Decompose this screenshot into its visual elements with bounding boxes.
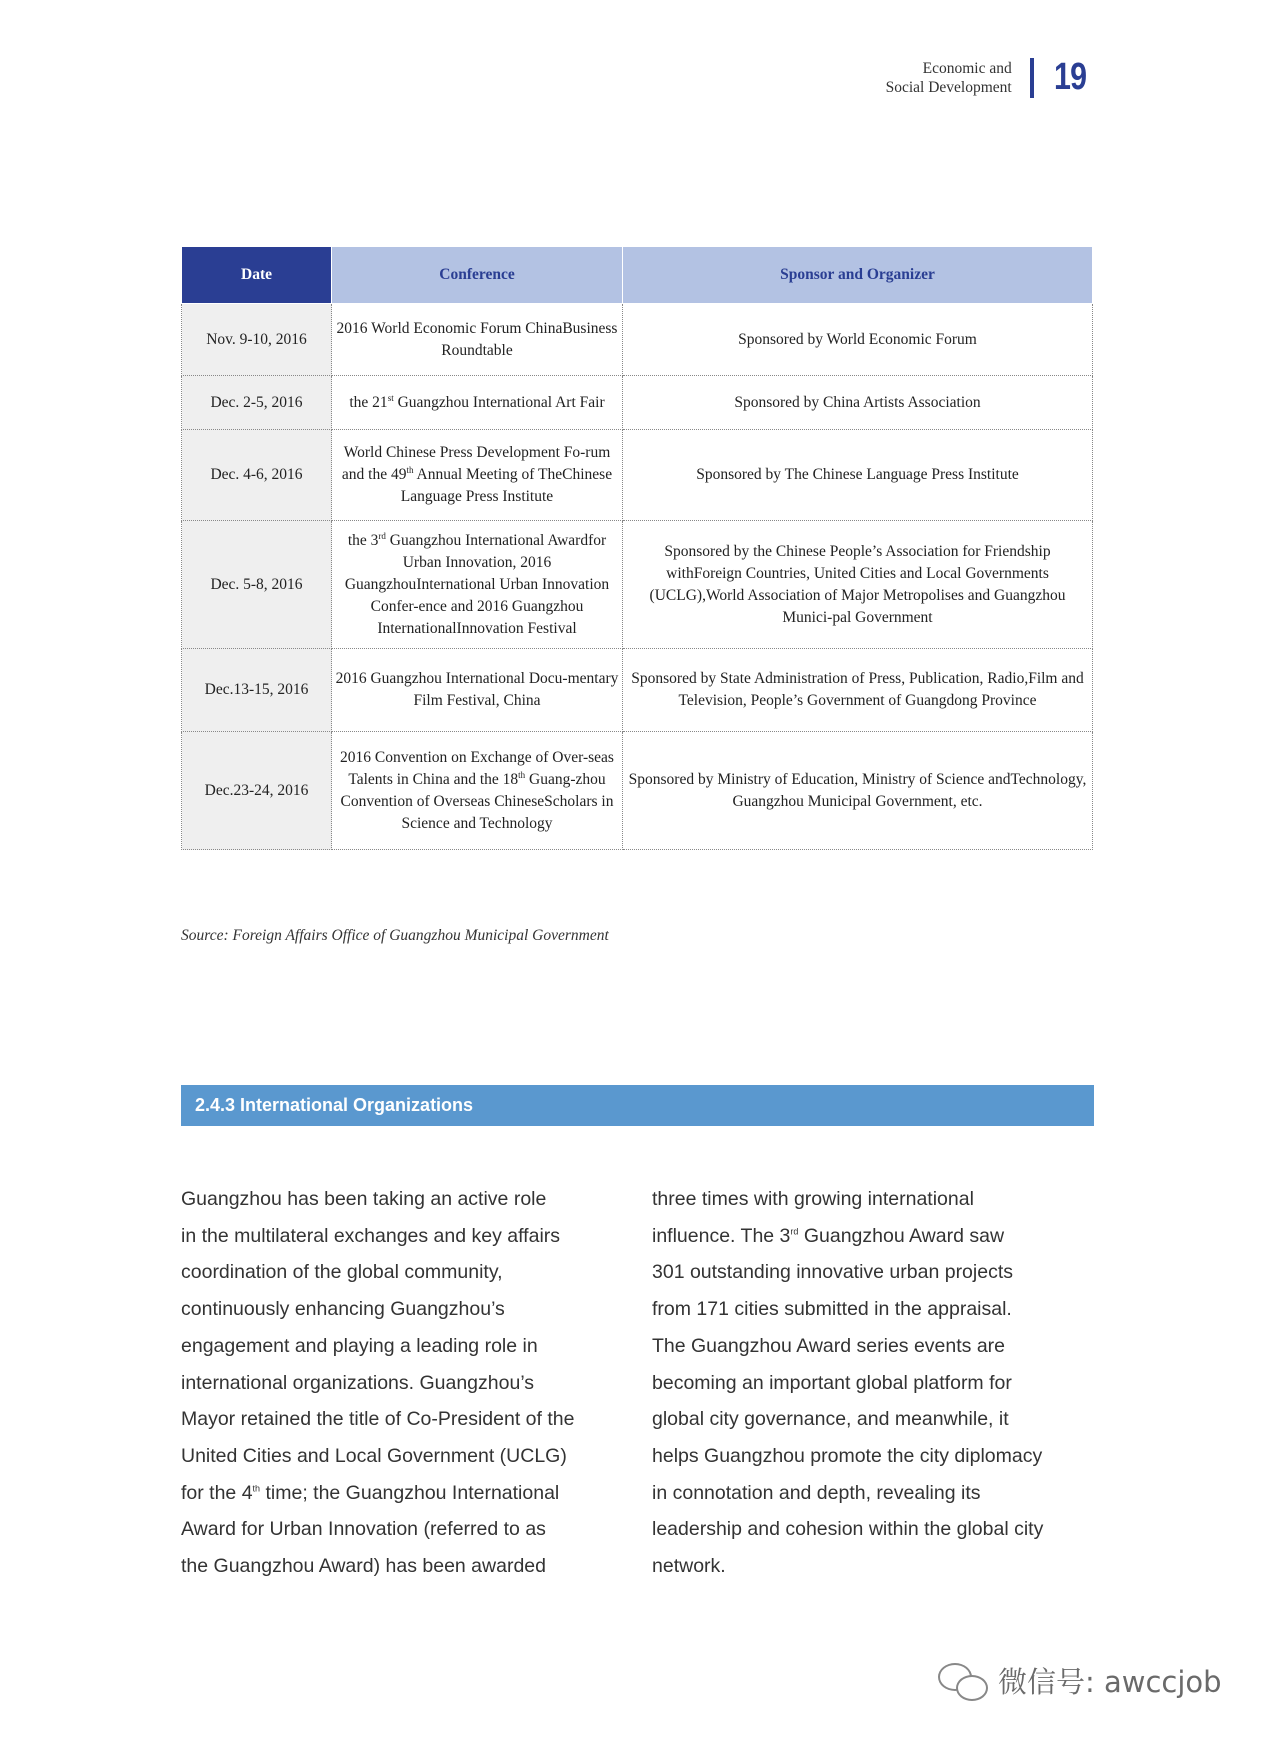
section-heading: 2.4.3 International Organizations [181,1085,1094,1126]
header-line-2: Social Development [885,78,1012,96]
table-row [182,376,1093,430]
body-line: in the multilateral exchanges and key affairs [181,1224,561,1247]
body-line: network. [652,1555,726,1578]
conference-line: ence and 2016 Guangzhou International [377,597,584,637]
cell-date: Dec. 4-6, 2016 [182,430,332,521]
body-line: international organizations. Guangzhou’s [181,1371,535,1394]
page-header [886,56,1094,99]
cell-date: Dec.13-15, 2016 [182,649,332,732]
table-row [182,521,1093,649]
cell-conference [332,304,623,376]
body-line: three times with growing international [652,1188,974,1210]
body-line: 301 outstanding innovative urban projects [652,1261,1013,1284]
body-line: Guangzhou has been taking an active role [181,1188,547,1210]
body-line: Mayor retained the title of Co-President of the [181,1408,575,1431]
sponsor-line: Sponsored by State Administration of Press, Publication, Radio, [631,670,1029,687]
conference-line: rum and the 49th Annual Meeting of The [341,444,611,483]
sponsor-line: Sponsored by The Chinese Language Press Institute [696,466,1019,483]
watermark [938,1660,1222,1701]
cell-sponsor [623,304,1093,376]
watermark-text: 微信号: awccjob [998,1665,1222,1699]
body-line: engagement and playing a leading role in [181,1334,538,1357]
body-line: The Guangzhou Award series events are [652,1334,1006,1357]
sponsor-line: Foreign Countries, United Cities and Local Governments (UCLG), [649,564,1049,604]
header-date: Date [182,247,332,304]
table-row [182,649,1093,732]
body-line: Award for Urban Innovation (referred to as [181,1518,546,1541]
cell-sponsor [623,732,1093,850]
conference-line: 2016 World Economic Forum China [336,319,563,337]
sponsor-line: Sponsored by Ministry of Education, Ministry of Science and [628,770,1011,788]
table-row [182,732,1093,850]
conference-line: the 3rd Guangzhou International Award [347,530,589,549]
body-line: the Guangzhou Award) has been awarded [181,1555,546,1578]
conference-line: for Urban Innovation, 2016 Guangzhou [344,531,607,593]
sponsor-line: Sponsored by World Economic Forum [738,330,977,348]
conference-line: International Urban Innovation Confer- [370,575,610,615]
cell-conference [332,732,623,850]
cell-conference [332,376,623,430]
header-sponsor: Sponsor and Organizer [623,247,1093,304]
wechat-icon [938,1661,990,1701]
conference-line: zhou Convention of Overseas Chinese [340,770,606,810]
table-header-row [182,247,1093,304]
cell-date: Dec. 5-8, 2016 [182,521,332,649]
conference-line: World Chinese Press Development Fo- [343,444,586,461]
cell-sponsor [623,376,1093,430]
conference-line: 2016 Guangzhou International Docu- [335,670,568,687]
header-title [886,59,1012,97]
table-body [182,304,1093,850]
conference-line: Scholars in Science and Technology [401,792,614,832]
table-row [182,430,1093,521]
body-line: continuously enhancing Guangzhou’s [181,1298,505,1321]
sponsor-line: pal Government [832,608,933,626]
table-row [182,304,1093,376]
conference-line: Business Roundtable [441,319,618,359]
sponsor-line: Sponsored by China Artists Association [734,393,981,411]
body-column-left [181,1181,621,1585]
cell-date: Dec.23-24, 2016 [182,732,332,850]
cell-date: Nov. 9-10, 2016 [182,304,332,376]
conference-line: mentary Film Festival, China [413,670,619,709]
cell-date: Dec. 2-5, 2016 [182,376,332,430]
body-line: coordination of the global community, [181,1261,503,1284]
body-line: influence. The 3rd Guangzhou Award saw [652,1224,1005,1247]
body-line: helps Guangzhou promote the city diplomacy [652,1444,1043,1467]
cell-conference [332,430,623,521]
table-source-note: Source: Foreign Affairs Office of Guangzhou Municipal Government [181,927,609,944]
header-line-1: Economic and [922,59,1012,77]
conference-line: Innovation Festival [456,619,577,637]
cell-sponsor [623,521,1093,649]
cell-conference [332,649,623,732]
conference-line: 2016 Convention on Exchange of Over- [340,748,589,766]
body-line: becoming an important global platform for [652,1371,1012,1394]
body-line: global city governance, and meanwhile, it [652,1408,1009,1431]
body-line: leadership and cohesion within the global city [652,1518,1044,1541]
conference-line: Chinese Language Press Institute [400,466,613,505]
sponsor-line: World Association of Major Metropolises and Guangzhou Munici- [705,586,1066,626]
conference-table [181,246,1093,850]
cell-sponsor [623,649,1093,732]
body-line: for the 4th time; the Guangzhou International [181,1481,560,1504]
page-number: 19 [1053,56,1086,98]
sponsor-line: Film and Television, People’s Government of Guangdong Province [678,670,1084,709]
cell-sponsor [623,430,1093,521]
header-conference: Conference [332,247,623,304]
sponsor-line: Sponsored by the Chinese People’s Association for Friendship with [664,542,1051,582]
cell-conference [332,521,623,649]
header-divider [1030,58,1034,98]
body-column-right [652,1181,1102,1585]
body-line: in connotation and depth, revealing its [652,1481,981,1504]
sponsor-line: Technology, Guangzhou Municipal Government, etc. [732,770,1087,810]
conference-line: seas Talents in China and the 18th Guang- [348,748,614,788]
body-line: from 171 cities submitted in the appraisal. [652,1298,1012,1321]
conference-line: the 21st Guangzhou International Art Fair [349,392,605,411]
body-line: United Cities and Local Government (UCLG) [181,1444,567,1467]
